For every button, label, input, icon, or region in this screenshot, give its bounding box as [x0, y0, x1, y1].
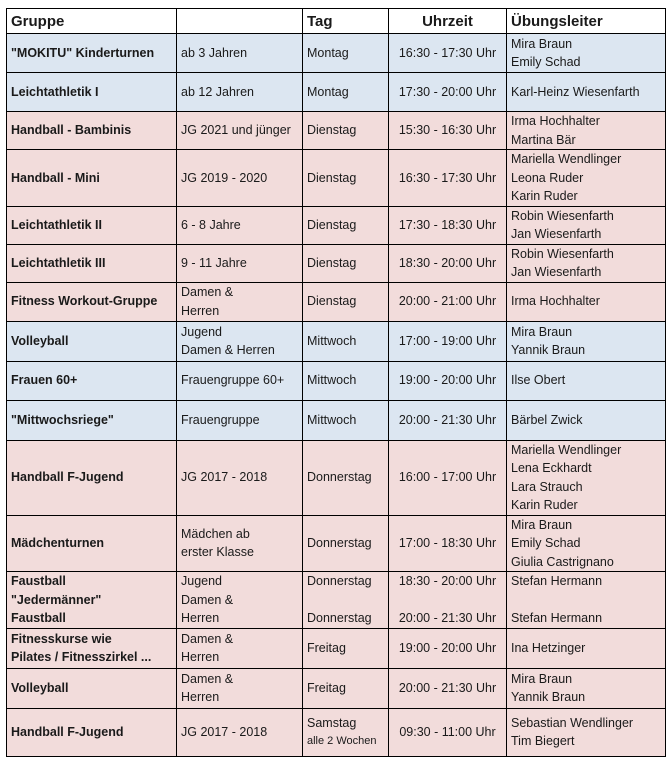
cell-alter: [177, 112, 303, 150]
cell-leiter: [507, 282, 666, 321]
cell-leiter-line: Sebastian Wendlinger: [511, 715, 634, 730]
cell-alter-line: 6 - 8 Jahre: [181, 217, 241, 232]
cell-gruppe: [7, 440, 177, 515]
cell-uhrzeit: [389, 628, 507, 668]
cell-tag-line: Donnerstag: [307, 611, 372, 625]
cell-alter: [177, 282, 303, 321]
cell-gruppe-line: Mädchenturnen: [11, 536, 105, 550]
cell-uhrzeit: [389, 321, 507, 361]
cell-uhrzeit: [389, 150, 507, 207]
cell-alter-line: Herren: [181, 303, 220, 318]
cell-leiter-line: Bärbel Zwick: [511, 412, 583, 427]
cell-leiter-line: Jan Wiesenfarth: [511, 265, 602, 279]
schedule-table: [6, 8, 666, 757]
cell-leiter-line: Leona Ruder: [511, 170, 584, 185]
cell-uhrzeit-line: 17:30 - 18:30 Uhr: [398, 217, 497, 232]
cell-leiter: [507, 572, 666, 629]
cell-tag-line: Freitag: [307, 680, 346, 695]
cell-tag-line: Freitag: [307, 640, 346, 655]
cell-leiter-line: Lara Strauch: [511, 479, 583, 494]
cell-gruppe: [7, 572, 177, 629]
cell-leiter-line: Stefan Hermann: [511, 611, 603, 625]
cell-uhrzeit-line: 20:00 - 21:00 Uhr: [398, 294, 497, 309]
cell-gruppe-line: "Jedermänner": [11, 592, 102, 607]
cell-uhrzeit-line: 17:00 - 18:30 Uhr: [398, 536, 497, 550]
cell-leiter-line: Stefan Hermann: [511, 574, 603, 588]
cell-alter-line: erster Klasse: [181, 545, 254, 560]
cell-leiter: [507, 515, 666, 572]
cell-tag-line: Montag: [307, 84, 349, 99]
cell-tag-line: Dienstag: [307, 255, 357, 270]
cell-gruppe-line: Handball - Bambinis: [11, 123, 132, 138]
cell-tag: [303, 400, 389, 440]
cell-alter-line: Herren: [181, 690, 220, 704]
cell-leiter-line: Yannik Braun: [511, 690, 586, 704]
cell-alter-line: Damen &: [181, 285, 234, 299]
cell-leiter: [507, 440, 666, 515]
cell-leiter-line: Mira Braun: [511, 671, 573, 686]
cell-alter: [177, 206, 303, 244]
cell-alter-line: Damen &: [181, 592, 234, 607]
cell-alter-line: Frauengruppe 60+: [181, 373, 285, 388]
cell-gruppe: [7, 361, 177, 400]
cell-uhrzeit-line: 17:00 - 19:00 Uhr: [398, 333, 497, 348]
cell-uhrzeit-line: 16:30 - 17:30 Uhr: [398, 170, 497, 185]
cell-leiter-line: Martina Bär: [511, 132, 576, 147]
cell-tag-line: Donnerstag: [307, 470, 372, 485]
cell-uhrzeit-line: [393, 591, 502, 610]
cell-gruppe: [7, 628, 177, 668]
cell-uhrzeit: [389, 708, 507, 756]
table-body: [7, 34, 666, 757]
schedule-sheet: [6, 8, 665, 757]
cell-leiter: [507, 206, 666, 244]
table-row: [7, 515, 666, 572]
cell-tag-line: Donnerstag: [307, 574, 372, 588]
cell-leiter-line: Mira Braun: [511, 324, 573, 339]
table-row: [7, 321, 666, 361]
cell-tag-line: Donnerstag: [307, 536, 372, 550]
table-row: [7, 628, 666, 668]
cell-tag: [303, 73, 389, 112]
cell-gruppe: [7, 668, 177, 708]
cell-leiter: [507, 321, 666, 361]
cell-leiter-line: Karin Ruder: [511, 498, 578, 512]
cell-gruppe-line: Faustball: [11, 574, 66, 588]
cell-gruppe-line: Leichtathletik III: [11, 255, 106, 270]
cell-tag-line: Montag: [307, 45, 349, 60]
cell-gruppe-line: Pilates / Fitnesszirkel ...: [11, 650, 152, 664]
cell-leiter: [507, 244, 666, 282]
cell-leiter: [507, 628, 666, 668]
cell-alter-line: ab 3 Jahren: [181, 45, 248, 60]
cell-tag: [303, 668, 389, 708]
cell-uhrzeit: [389, 515, 507, 572]
header-row: [7, 9, 666, 34]
cell-leiter: [507, 34, 666, 73]
table-row: [7, 572, 666, 629]
cell-leiter-line: Mira Braun: [511, 36, 573, 51]
cell-leiter-line: Emily Schad: [511, 55, 581, 69]
cell-uhrzeit: [389, 572, 507, 629]
cell-alter-line: JG 2017 - 2018: [181, 470, 268, 485]
cell-tag: [303, 112, 389, 150]
table-row: [7, 361, 666, 400]
cell-gruppe-line: Volleyball: [11, 333, 69, 348]
cell-leiter: [507, 361, 666, 400]
cell-alter-line: 9 - 11 Jahre: [181, 255, 247, 270]
cell-alter: [177, 515, 303, 572]
cell-alter-line: ab 12 Jahren: [181, 84, 254, 99]
cell-tag-line: Mittwoch: [307, 373, 357, 388]
cell-leiter-line: [511, 591, 661, 610]
cell-tag: [303, 34, 389, 73]
cell-uhrzeit: [389, 282, 507, 321]
header-alter: [177, 9, 303, 34]
cell-leiter-line: Karin Ruder: [511, 189, 578, 203]
cell-leiter: [507, 73, 666, 112]
cell-tag: [303, 150, 389, 207]
cell-tag-line: Dienstag: [307, 217, 357, 232]
header-tag: Tag: [303, 9, 389, 34]
cell-uhrzeit-line: 20:00 - 21:30 Uhr: [398, 611, 497, 625]
table-row: [7, 34, 666, 73]
cell-alter: [177, 244, 303, 282]
cell-uhrzeit-line: 09:30 - 11:00 Uhr: [399, 724, 496, 739]
cell-uhrzeit: [389, 668, 507, 708]
cell-uhrzeit: [389, 112, 507, 150]
cell-leiter: [507, 400, 666, 440]
cell-leiter-line: Yannik Braun: [511, 343, 586, 357]
cell-gruppe: [7, 150, 177, 207]
cell-tag: [303, 628, 389, 668]
cell-alter-line: Jugend: [181, 574, 223, 588]
cell-gruppe: [7, 708, 177, 756]
cell-uhrzeit-line: 16:00 - 17:00 Uhr: [398, 470, 497, 485]
cell-gruppe-line: Handball F-Jugend: [11, 724, 124, 739]
cell-leiter: [507, 708, 666, 756]
cell-tag: [303, 244, 389, 282]
cell-alter: [177, 668, 303, 708]
table-row: [7, 112, 666, 150]
cell-alter-line: JG 2019 - 2020: [181, 170, 268, 185]
cell-uhrzeit: [389, 361, 507, 400]
cell-gruppe: [7, 282, 177, 321]
cell-alter: [177, 400, 303, 440]
cell-gruppe-line: Handball - Mini: [11, 170, 100, 185]
table-row: [7, 282, 666, 321]
cell-tag-line: Dienstag: [307, 170, 357, 185]
cell-gruppe-line: "Mittwochsriege": [11, 412, 114, 427]
cell-leiter-line: Irma Hochhalter: [511, 294, 600, 309]
cell-alter: [177, 572, 303, 629]
cell-leiter-line: Ina Hetzinger: [511, 640, 586, 655]
cell-alter-line: Jugend: [181, 324, 223, 339]
cell-leiter-line: Irma Hochhalter: [511, 114, 600, 128]
table-row: [7, 400, 666, 440]
cell-uhrzeit-line: 19:00 - 20:00 Uhr: [398, 373, 497, 388]
cell-gruppe-line: Leichtathletik II: [11, 217, 102, 232]
cell-tag: [303, 206, 389, 244]
cell-leiter-line: Robin Wiesenfarth: [511, 246, 614, 261]
table-row: [7, 206, 666, 244]
cell-uhrzeit: [389, 440, 507, 515]
cell-tag: [303, 708, 389, 756]
cell-leiter-line: Mira Braun: [511, 517, 573, 532]
cell-uhrzeit-line: 20:00 - 21:30 Uhr: [398, 680, 497, 695]
cell-gruppe: [7, 400, 177, 440]
cell-tag: [303, 515, 389, 572]
cell-gruppe-line: "MOKITU" Kinderturnen: [11, 45, 155, 60]
cell-uhrzeit: [389, 206, 507, 244]
cell-uhrzeit: [389, 400, 507, 440]
cell-leiter: [507, 112, 666, 150]
cell-uhrzeit: [389, 73, 507, 112]
cell-tag-line: alle 2 Wochen: [307, 735, 377, 747]
cell-alter: [177, 440, 303, 515]
cell-uhrzeit: [389, 34, 507, 73]
cell-alter-line: Mädchen ab: [181, 526, 250, 541]
cell-alter-line: Herren: [181, 611, 220, 625]
table-row: [7, 73, 666, 112]
cell-uhrzeit-line: 18:30 - 20:00 Uhr: [398, 574, 497, 588]
cell-tag-line: Mittwoch: [307, 333, 357, 348]
cell-tag-line: Dienstag: [307, 123, 357, 138]
cell-alter-line: Damen &: [181, 671, 234, 686]
cell-uhrzeit-line: 16:30 - 17:30 Uhr: [398, 45, 497, 60]
cell-gruppe-line: Leichtathletik I: [11, 84, 99, 99]
cell-alter: [177, 628, 303, 668]
cell-leiter-line: Jan Wiesenfarth: [511, 227, 602, 241]
cell-leiter-line: Lena Eckhardt: [511, 461, 592, 475]
cell-leiter: [507, 668, 666, 708]
header-uhrzeit: Uhrzeit: [389, 9, 507, 34]
cell-alter: [177, 34, 303, 73]
cell-alter: [177, 150, 303, 207]
cell-leiter-line: Tim Biegert: [511, 734, 575, 748]
cell-leiter: [507, 150, 666, 207]
cell-tag-line: Samstag: [307, 715, 357, 730]
cell-gruppe-line: Fitness Workout-Gruppe: [11, 294, 158, 309]
cell-alter-line: Herren: [181, 650, 220, 664]
table-row: [7, 708, 666, 756]
cell-uhrzeit-line: 17:30 - 20:00 Uhr: [398, 84, 497, 99]
table-row: [7, 668, 666, 708]
cell-tag-line: Dienstag: [307, 294, 357, 309]
cell-alter: [177, 708, 303, 756]
cell-tag-line: Mittwoch: [307, 412, 357, 427]
cell-gruppe: [7, 34, 177, 73]
cell-gruppe-line: Handball F-Jugend: [11, 470, 124, 485]
cell-leiter-line: Mariella Wendlinger: [511, 152, 622, 166]
cell-gruppe-line: Volleyball: [11, 680, 69, 695]
cell-alter: [177, 361, 303, 400]
cell-tag: [303, 572, 389, 629]
cell-alter-line: Damen & Herren: [181, 343, 275, 357]
cell-tag: [303, 440, 389, 515]
cell-alter-line: Frauengruppe: [181, 412, 260, 427]
cell-uhrzeit-line: 15:30 - 16:30 Uhr: [398, 123, 497, 138]
table-row: [7, 150, 666, 207]
cell-gruppe: [7, 321, 177, 361]
cell-uhrzeit-line: 20:00 - 21:30 Uhr: [398, 412, 497, 427]
cell-tag: [303, 321, 389, 361]
cell-uhrzeit-line: 19:00 - 20:00 Uhr: [398, 640, 497, 655]
cell-gruppe-line: Frauen 60+: [11, 373, 78, 388]
cell-gruppe: [7, 515, 177, 572]
cell-alter: [177, 73, 303, 112]
table-row: [7, 440, 666, 515]
cell-gruppe: [7, 73, 177, 112]
cell-tag-line: [307, 591, 384, 610]
cell-leiter-line: Emily Schad: [511, 536, 581, 550]
cell-leiter-line: Karl-Heinz Wiesenfarth: [511, 84, 640, 99]
cell-alter-line: JG 2021 und jünger: [181, 123, 291, 138]
table-row: [7, 244, 666, 282]
cell-gruppe: [7, 244, 177, 282]
cell-gruppe-line: Faustball: [11, 611, 66, 625]
cell-uhrzeit-line: 18:30 - 20:00 Uhr: [398, 255, 497, 270]
cell-gruppe: [7, 206, 177, 244]
cell-leiter-line: Robin Wiesenfarth: [511, 208, 614, 223]
header-gruppe: Gruppe: [7, 9, 177, 34]
cell-tag: [303, 361, 389, 400]
cell-alter-line: JG 2017 - 2018: [181, 724, 268, 739]
cell-tag: [303, 282, 389, 321]
cell-alter: [177, 321, 303, 361]
cell-leiter-line: Mariella Wendlinger: [511, 442, 622, 457]
cell-leiter-line: Ilse Obert: [511, 373, 566, 388]
header-leiter: Übungsleiter: [507, 9, 666, 34]
cell-gruppe-line: Fitnesskurse wie: [11, 631, 112, 646]
cell-alter-line: Damen &: [181, 631, 234, 646]
cell-gruppe: [7, 112, 177, 150]
cell-uhrzeit: [389, 244, 507, 282]
cell-leiter-line: Giulia Castrignano: [511, 554, 614, 569]
